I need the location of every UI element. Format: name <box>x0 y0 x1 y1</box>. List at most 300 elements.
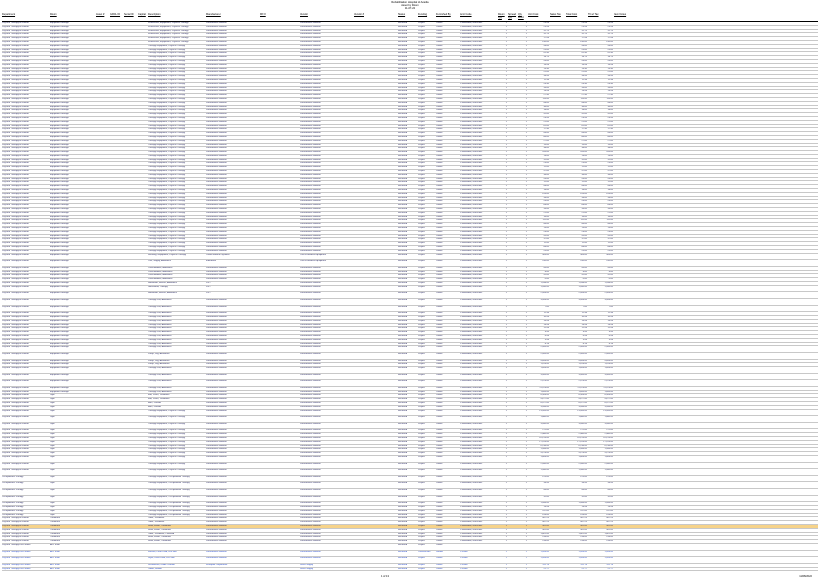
table-cell <box>138 410 148 416</box>
table-cell: Owner <box>436 181 443 184</box>
table-cell <box>260 387 300 390</box>
table-cell <box>614 521 818 524</box>
table-cell <box>260 117 300 120</box>
table-cell <box>138 469 148 475</box>
table-cell <box>110 45 124 48</box>
table-cell <box>138 452 148 455</box>
table-cell: 20.00 <box>607 234 613 237</box>
table-cell <box>354 502 398 505</box>
table-cell <box>96 94 110 97</box>
table-cell: 1 <box>525 524 527 527</box>
table-cell <box>110 136 124 139</box>
table-cell <box>96 441 110 444</box>
table-cell <box>260 231 300 234</box>
table-cell <box>124 324 138 327</box>
table-cell <box>96 140 110 143</box>
table-cell <box>550 445 566 448</box>
table-cell: Owner <box>436 390 443 393</box>
table-cell: Therapy Equipment, Physical Therapy <box>148 135 186 138</box>
table-cell <box>124 360 138 363</box>
table-cell <box>124 445 138 448</box>
table-cell <box>124 128 138 131</box>
table-cell: 8.00 <box>608 270 613 273</box>
table-cell: Owner <box>436 402 443 405</box>
table-cell <box>354 278 398 281</box>
table-cell <box>110 227 124 230</box>
table-cell <box>124 79 138 82</box>
table-cell <box>260 339 300 342</box>
table-cell <box>96 536 110 539</box>
table-cell: Project <box>418 482 425 485</box>
table-cell <box>354 30 398 33</box>
table-cell: 1 <box>505 192 507 195</box>
table-cell: Received <box>398 315 408 318</box>
table-cell: 1 <box>525 234 527 237</box>
table-cell: 1-Moveable, Non-Elect <box>460 363 483 366</box>
table-cell: Received <box>398 495 408 498</box>
table-cell: 1,099.00 <box>540 550 549 553</box>
table-cell: Project <box>418 242 425 245</box>
table-cell: Owner <box>436 33 443 36</box>
table-cell: Therapy Equipment, Physical Therapy <box>148 94 186 97</box>
table-cell: 1 <box>505 154 507 157</box>
table-cell: Equipment Storage <box>50 139 69 142</box>
table-cell <box>110 557 124 563</box>
table-cell: 1 <box>505 211 507 214</box>
table-cell: 1 <box>505 238 507 241</box>
table-cell <box>354 437 398 440</box>
table-cell: 34.00 <box>581 173 587 176</box>
table-cell: Received <box>398 56 408 59</box>
table-cell: Received <box>398 44 408 47</box>
table-cell: 1 <box>505 367 507 370</box>
table-cell <box>508 482 518 488</box>
table-cell: 11.99 <box>607 78 613 81</box>
table-cell: 48.00 <box>581 185 587 188</box>
table-cell: Performance Medical <box>300 367 321 370</box>
table-cell: Owner <box>436 398 443 401</box>
table-cell: Owner <box>436 373 443 376</box>
table-cell <box>508 402 518 405</box>
table-cell <box>614 568 818 571</box>
table-cell <box>354 469 398 475</box>
table-cell: Physical Therapy/In-Patient <box>2 346 29 349</box>
table-cell: Project <box>418 158 425 161</box>
table-cell: 27.00 <box>543 139 549 142</box>
table-cell: 22.00 <box>607 71 613 74</box>
table-cell: 52.00 <box>581 274 587 277</box>
table-cell <box>614 360 818 363</box>
table-cell: 1,895.00 <box>578 390 587 393</box>
table-cell: Physical Therapy/In-Patient <box>2 40 29 43</box>
table-cell <box>614 387 818 390</box>
table-cell: 2,495.00 <box>604 352 613 355</box>
table-cell: 2,495.00 <box>578 352 587 355</box>
table-cell <box>550 391 566 394</box>
table-cell: Equipment Storage <box>50 386 69 389</box>
table-cell: 1,099.00 <box>540 557 549 560</box>
table-cell <box>96 83 110 86</box>
table-cell: 1 <box>505 509 507 512</box>
table-cell <box>550 136 566 139</box>
table-cell <box>550 320 566 323</box>
table-cell <box>110 374 124 380</box>
table-cell: Project <box>418 211 425 214</box>
table-cell <box>96 33 110 36</box>
table-cell <box>508 533 518 536</box>
table-cell <box>96 242 110 245</box>
table-cell <box>614 391 818 394</box>
table-cell: 1 <box>505 285 507 288</box>
table-row <box>2 416 818 423</box>
table-cell <box>550 416 566 422</box>
table-cell: 1 <box>525 253 527 256</box>
table-cell: 1 <box>525 219 527 222</box>
table-cell <box>110 238 124 241</box>
table-cell: Physical Therapy/In-Patient <box>2 78 29 81</box>
table-cell <box>124 30 138 33</box>
table-cell <box>110 514 124 517</box>
table-cell: Owner <box>436 59 443 62</box>
table-cell: Wheelchair, Equipment, Physical Therapy <box>148 40 189 43</box>
table-cell: Project <box>418 456 425 459</box>
table-cell <box>508 204 518 207</box>
table-cell <box>260 406 300 409</box>
table-cell: Owner <box>436 139 443 142</box>
table-cell <box>260 30 300 33</box>
table-cell: 1 <box>525 170 527 173</box>
table-cell <box>96 136 110 139</box>
table-cell <box>96 37 110 40</box>
table-cell: Performance Medical <box>300 22 321 24</box>
table-cell: 1-Moveable, Non-Elect <box>460 204 483 207</box>
table-cell: Therapy Equipment, Physical Therapy <box>148 63 186 66</box>
table-cell: 1,880.00 <box>604 416 613 419</box>
table-cell <box>96 282 110 285</box>
table-cell: 1 <box>525 124 527 127</box>
table-cell: Project <box>418 22 425 24</box>
table-cell: Performance Medical <box>300 71 321 74</box>
table-cell <box>96 423 110 429</box>
table-cell: 1 <box>525 22 527 24</box>
table-cell: Received <box>398 405 408 408</box>
table-cell <box>508 463 518 469</box>
table-cell: 1 <box>505 437 507 440</box>
table-cell <box>260 238 300 241</box>
table-cell <box>96 335 110 338</box>
table-cell: 3,999.00 <box>604 298 613 301</box>
table-cell <box>614 200 818 203</box>
table-cell: 33.00 <box>581 86 587 89</box>
table-cell: Physical Therapy/In-Patient <box>2 444 29 447</box>
table-cell: Therapy Equipment, Physical Therapy <box>148 86 186 89</box>
table-cell <box>96 292 110 298</box>
table-cell <box>508 223 518 226</box>
table-cell: Equipment Storage <box>50 266 69 269</box>
table-cell: 1-Moveable, Non-Elect <box>460 234 483 237</box>
table-cell: Performance Medical <box>300 242 321 245</box>
table-cell <box>354 429 398 432</box>
table-cell: 1-Fixed <box>460 557 468 560</box>
table-cell: 0.00 <box>608 278 613 281</box>
table-cell <box>96 90 110 93</box>
table-cell: 1-Moveable, Non-Elect <box>460 63 483 66</box>
table-cell <box>260 380 300 386</box>
table-cell: Owner <box>436 563 443 566</box>
table-cell: 1 <box>525 359 527 362</box>
table-cell: Therapy Equipment, Physical Therapy <box>148 162 186 165</box>
asset-table <box>2 13 818 571</box>
table-cell: Received <box>398 63 408 66</box>
table-cell: Performance Medical <box>206 181 227 184</box>
table-cell: 1-Moveable, Non-Elect <box>460 416 483 419</box>
table-cell <box>96 463 110 469</box>
table-cell: 26.00 <box>543 177 549 180</box>
table-cell <box>96 26 110 29</box>
table-cell: Treatment <box>50 540 60 543</box>
table-cell <box>508 476 518 482</box>
table-cell: Physical Therapy/In-Patient <box>2 433 29 436</box>
table-cell: Owner <box>436 52 443 55</box>
table-cell: 39.95 <box>543 75 549 78</box>
table-cell <box>260 564 300 567</box>
table-cell: Owner <box>436 274 443 277</box>
table-cell <box>508 185 518 188</box>
table-cell: 1-Moveable, Non-Elect <box>460 409 483 412</box>
table-cell <box>260 56 300 59</box>
table-cell <box>124 185 138 188</box>
table-cell <box>260 568 300 571</box>
table-cell <box>96 60 110 63</box>
table-cell <box>260 456 300 462</box>
table-cell: 1 <box>525 292 527 295</box>
table-cell: 32.00 <box>581 495 587 498</box>
table-cell: Performance Medical <box>300 40 321 43</box>
table-cell: Received <box>398 90 408 93</box>
table-cell <box>96 159 110 162</box>
table-cell: Owner <box>436 82 443 85</box>
table-cell: Received <box>398 105 408 108</box>
table-cell: Owner <box>436 444 443 447</box>
table-cell: 383.00 <box>606 253 613 256</box>
table-cell: Performance Medical <box>206 440 227 443</box>
table-cell <box>354 189 398 192</box>
table-cell <box>614 106 818 109</box>
table-cell: Owner <box>436 567 443 570</box>
table-cell: Performance Medical <box>300 116 321 119</box>
table-cell <box>96 52 110 55</box>
table-cell: 12.00 <box>581 166 587 169</box>
table-cell: Performance Medical <box>206 315 227 318</box>
table-cell <box>260 68 300 71</box>
table-cell: Owner <box>436 509 443 512</box>
table-cell: 57.00 <box>543 170 549 173</box>
table-row <box>2 380 818 387</box>
table-cell <box>508 60 518 63</box>
table-cell: Owner <box>436 143 443 146</box>
table-cell <box>508 312 518 315</box>
table-cell: 1-Moveable, Non-Elect <box>460 200 483 203</box>
table-cell: Therapy Unit, Allowance <box>148 380 172 383</box>
table-cell: Performance Medical <box>300 278 321 281</box>
table-cell: 511.79 <box>606 563 613 566</box>
table-cell <box>124 469 138 475</box>
table-cell: Owner <box>436 409 443 412</box>
table-cell: 25.00 <box>543 249 549 252</box>
table-cell: Received <box>398 402 408 405</box>
table-cell <box>614 363 818 366</box>
table-cell <box>260 448 300 451</box>
table-cell: 6,236.00 <box>578 444 587 447</box>
table-cell <box>96 557 110 563</box>
table-cell <box>138 242 148 245</box>
table-cell: 8.19 <box>608 342 613 345</box>
table-cell: 17.50 <box>607 128 613 131</box>
table-cell <box>260 98 300 101</box>
table-cell: 1,895.00 <box>604 390 613 393</box>
table-cell: 1,096.00 <box>578 502 587 505</box>
table-cell <box>354 410 398 416</box>
table-cell <box>110 83 124 86</box>
table-row <box>2 456 818 463</box>
table-cell: Performance Medical <box>300 67 321 70</box>
table-cell <box>138 200 148 203</box>
table-cell: Equipment Storage <box>50 162 69 165</box>
table-cell: Performance Medical <box>300 59 321 62</box>
table-cell <box>110 56 124 59</box>
table-cell: 1 <box>505 331 507 334</box>
table-cell: Therapy Equipment, Physical Therapy <box>148 208 186 211</box>
table-cell <box>354 79 398 82</box>
table-cell <box>124 540 138 543</box>
table-cell: Owner <box>436 192 443 195</box>
table-cell <box>354 463 398 469</box>
table-cell <box>508 374 518 380</box>
table-cell <box>260 331 300 334</box>
table-cell: 115.00 <box>580 97 587 100</box>
table-cell: 115.00 <box>542 97 549 100</box>
table-cell: Owner <box>436 416 443 419</box>
table-cell <box>508 564 518 567</box>
table-cell <box>550 521 566 524</box>
table-cell: Physical Therapy/In-Patient <box>2 230 29 233</box>
table-cell: Owner <box>436 37 443 40</box>
table-cell <box>354 64 398 67</box>
table-cell <box>508 98 518 101</box>
table-cell <box>614 353 818 359</box>
table-cell: 1 <box>525 536 527 539</box>
table-cell: 1 <box>505 230 507 233</box>
table-cell: Owner <box>436 394 443 397</box>
table-cell <box>550 231 566 234</box>
table-row <box>2 306 818 313</box>
table-cell: DJO <box>206 281 211 284</box>
table-header-row <box>2 13 818 22</box>
table-cell: Occupational Therapy <box>2 495 24 498</box>
table-cell: 62.00 <box>543 124 549 127</box>
table-cell <box>96 189 110 192</box>
table-cell: 1-Moveable, Non-Elect <box>460 367 483 370</box>
table-cell: Equipment Storage <box>50 334 69 337</box>
table-cell: 1 <box>505 532 507 535</box>
table-cell <box>550 540 566 543</box>
table-cell: 31.75 <box>607 29 613 32</box>
table-cell <box>138 231 148 234</box>
table-cell: Owner <box>436 456 443 459</box>
table-cell <box>138 402 148 405</box>
table-cell <box>96 106 110 109</box>
table-cell <box>354 394 398 397</box>
table-cell: 1-Moveable, Non-Elect <box>460 394 483 397</box>
table-cell: Owner <box>436 230 443 233</box>
table-cell <box>614 456 818 462</box>
table-cell: Project <box>418 422 425 425</box>
table-cell: 1 <box>505 22 507 24</box>
table-cell <box>508 433 518 436</box>
table-cell: 1 <box>525 189 527 192</box>
table-cell <box>138 181 148 184</box>
table-cell <box>96 219 110 222</box>
table-cell: Equipment Storage <box>50 242 69 245</box>
table-cell <box>96 327 110 330</box>
table-cell: DJO <box>206 285 211 288</box>
table-cell <box>138 510 148 513</box>
table-cell <box>110 26 124 29</box>
table-cell <box>550 162 566 165</box>
table-cell <box>614 90 818 93</box>
table-cell: Owner <box>436 462 443 465</box>
table-cell <box>354 223 398 226</box>
table-cell: Received <box>398 177 408 180</box>
table-cell: Owner <box>436 185 443 188</box>
table-cell <box>260 128 300 131</box>
table-cell: Received <box>398 319 408 322</box>
table-cell: 1 <box>505 402 507 405</box>
table-cell: 59.00 <box>607 44 613 47</box>
table-cell <box>96 353 110 359</box>
table-cell: Performance Medical <box>300 462 321 465</box>
table-cell <box>96 510 110 513</box>
table-cell: 1 <box>505 398 507 401</box>
table-cell <box>96 533 110 536</box>
table-cell: Performance Medical <box>300 166 321 169</box>
table-cell <box>110 343 124 346</box>
table-cell: 44.00 <box>607 132 613 135</box>
table-cell: Performance Medical <box>206 124 227 127</box>
table-cell <box>138 227 148 230</box>
table-cell: Table, Treatment <box>148 521 165 524</box>
table-cell: 1 <box>525 181 527 184</box>
table-cell <box>614 551 818 557</box>
table-cell <box>110 162 124 165</box>
table-cell <box>96 98 110 101</box>
table-cell <box>96 551 110 557</box>
table-cell <box>138 564 148 567</box>
table-cell: 23.99 <box>543 22 549 24</box>
table-cell: 1-Moveable, Non-Elect <box>460 359 483 362</box>
table-cell <box>138 75 148 78</box>
table-cell <box>508 151 518 154</box>
table-cell: 1-Moveable, Non-Elect <box>460 456 483 459</box>
table-cell <box>110 117 124 120</box>
table-cell: Equipment Storage <box>50 22 69 24</box>
table-cell <box>550 90 566 93</box>
table-cell <box>110 271 124 274</box>
table-cell: Performance Medical <box>300 132 321 135</box>
table-cell: Received <box>398 124 408 127</box>
table-cell: Performance Medical <box>300 292 321 295</box>
table-cell <box>354 49 398 52</box>
